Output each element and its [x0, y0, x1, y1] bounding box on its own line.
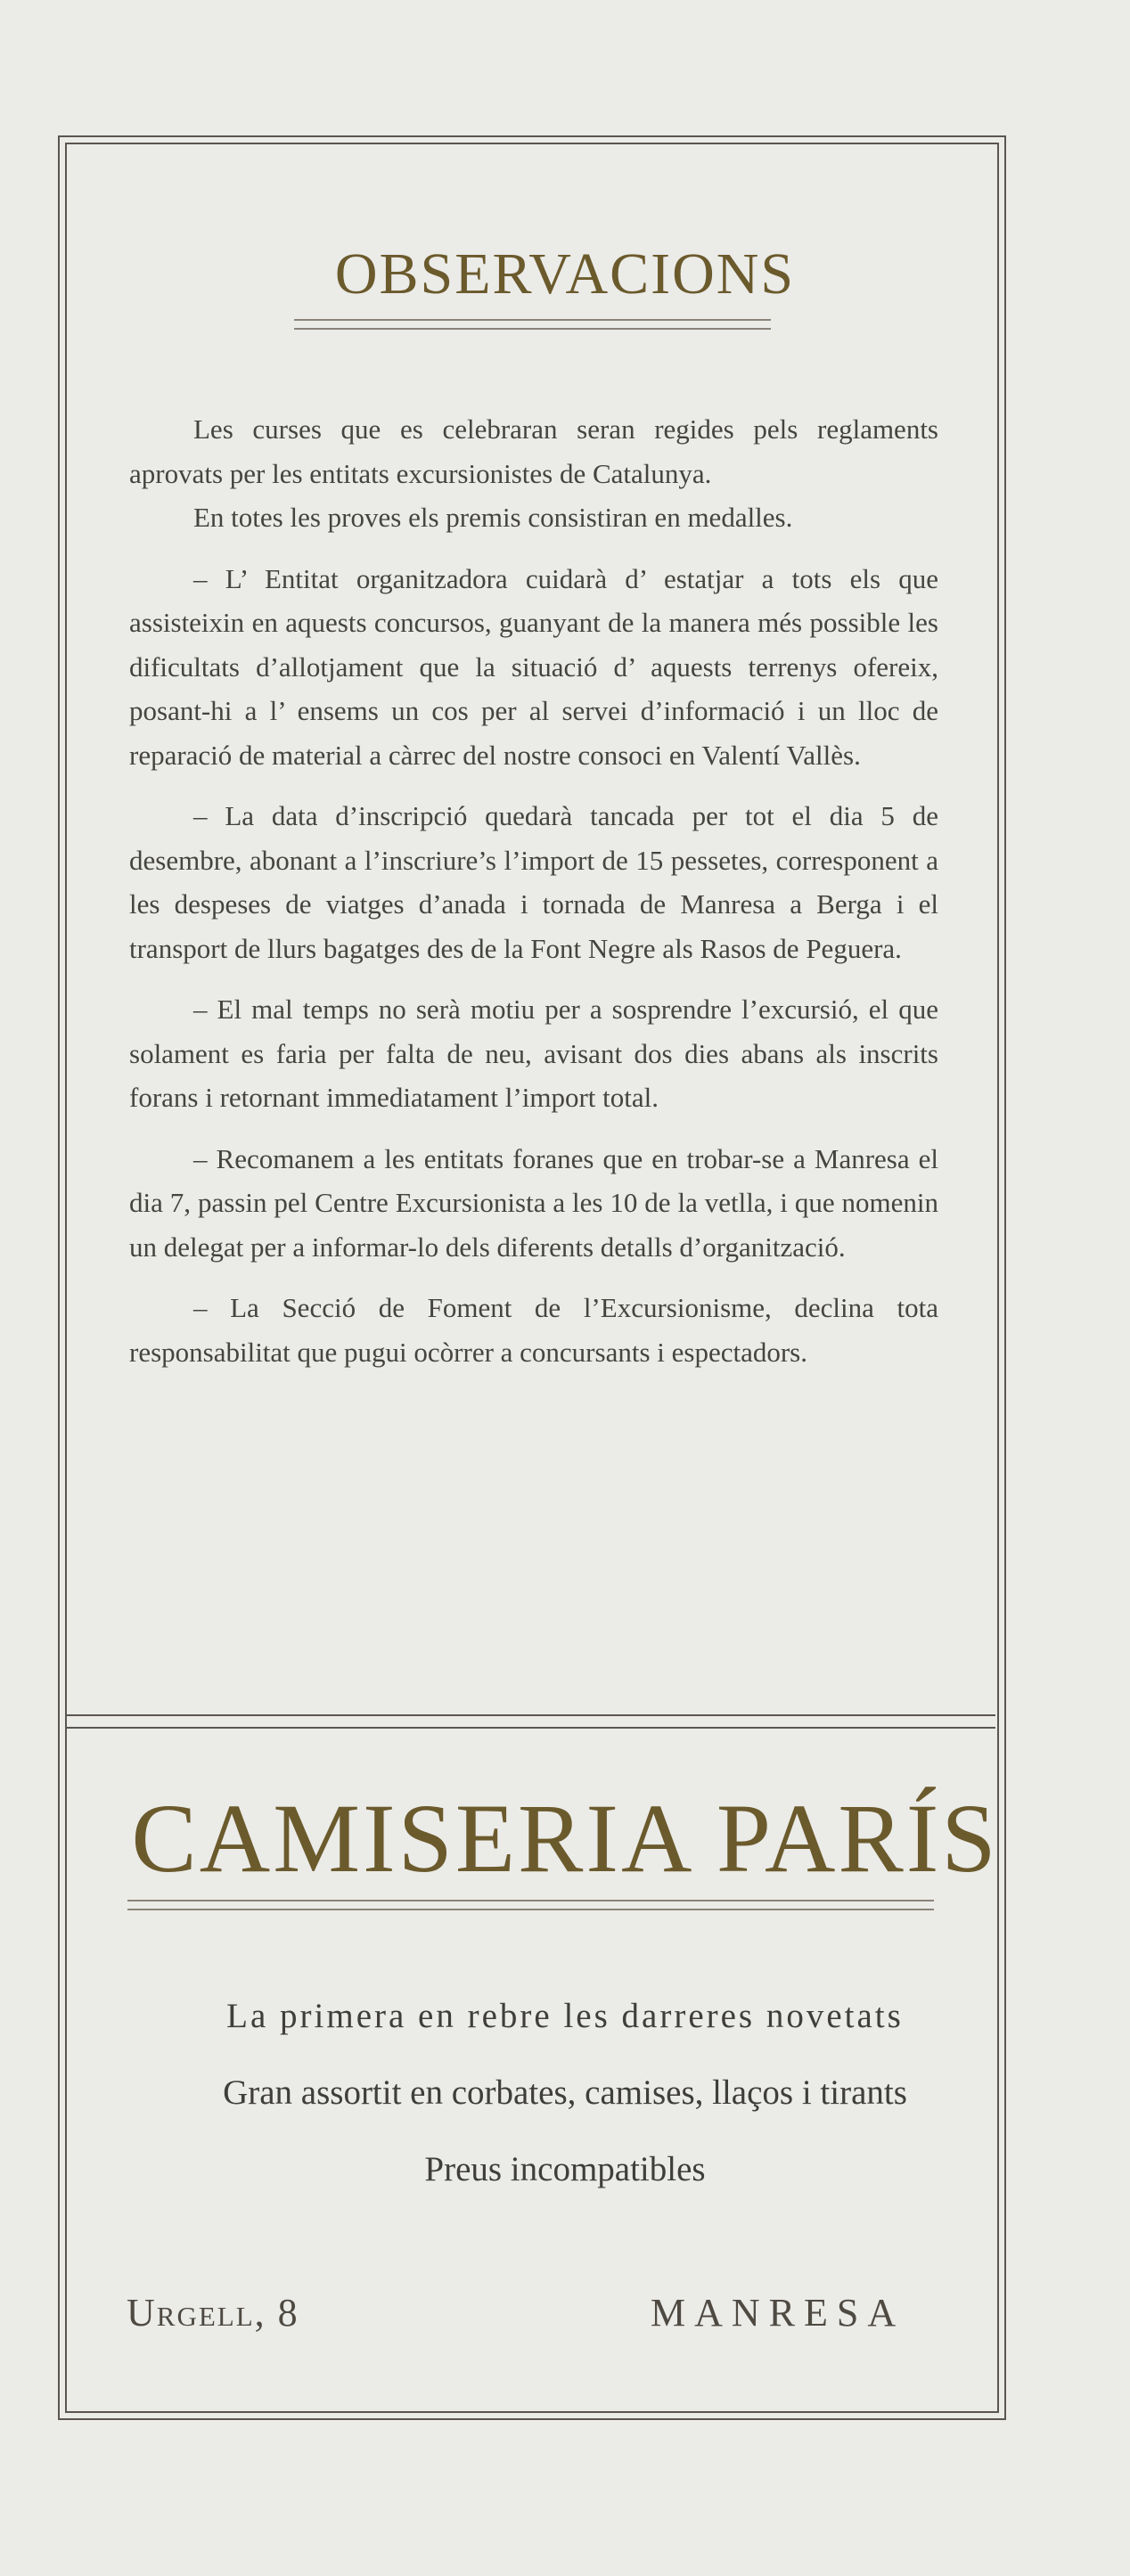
observacions-title: OBSERVACIONS — [334, 241, 796, 307]
paragraph: Les curses que es celebraran seran regides pels reglaments aprovats per les entitats excursionistes de Catalunya. — [129, 413, 938, 489]
advert-title: CAMISERIA PARÍS — [131, 1784, 999, 1893]
advert-underline — [127, 1900, 934, 1910]
paragraph: – L’ Entitat organitzadora cuidarà d’ estatjar a tots els que assisteixin en aquests concursos, guanyant de la manera més possible les dificultats d’allotjament que la situació d’ aquests terrenys ofereix, posant-hi a l’ ensems un cos per al servei d’informació i un lloc de reparació de material a càrrec del nostre consoci en Valentí Vallès. — [129, 562, 938, 771]
paragraph: En totes les proves els premis consistiran en medalles. — [193, 502, 793, 533]
paragraph: – Recomanem a les entitats foranes que en trobar-se a Manresa el dia 7, passin pel Centre Excursionista a les 10 de la vetlla, i que nomenin un delegat per a informar-lo dels diferents detalls d’organització. — [129, 1142, 938, 1263]
title-underline — [294, 319, 771, 330]
paragraph: – La Secció de Foment de l’Excursionisme, declina tota responsabilitat que pugui ocòrrer a concursants i espectadors. — [129, 1292, 938, 1368]
advert-tagline: Gran assortit en corbates, camises, llaços i tirants — [223, 2073, 907, 2112]
paragraph: – La data d’inscripció quedarà tancada per tot el dia 5 de desembre, abonant a l’inscriure’s l’import de 15 pessetes, corresponent a les despeses de viatges d’anada i tornada de Manresa a Berga i el transport de llurs bagatges des de la Font Negre als Rasos de Peguera. — [129, 800, 938, 964]
advert-tagline: La primera en rebre les darreres novetats — [226, 1997, 904, 2035]
street-address: Urgell, 8 — [127, 2291, 299, 2335]
paragraph: – El mal temps no serà motiu per a sosprendre l’excursió, el que solament es faria per falta de neu, avisant dos dies abans als inscrits forans i retornant immediatament l’import total. — [129, 994, 938, 1113]
city-name: MANRESA — [651, 2291, 905, 2335]
observacions-body — [129, 407, 938, 1391]
advert-tagline: Preus incompatibles — [424, 2150, 706, 2188]
section-divider — [67, 1714, 995, 1729]
